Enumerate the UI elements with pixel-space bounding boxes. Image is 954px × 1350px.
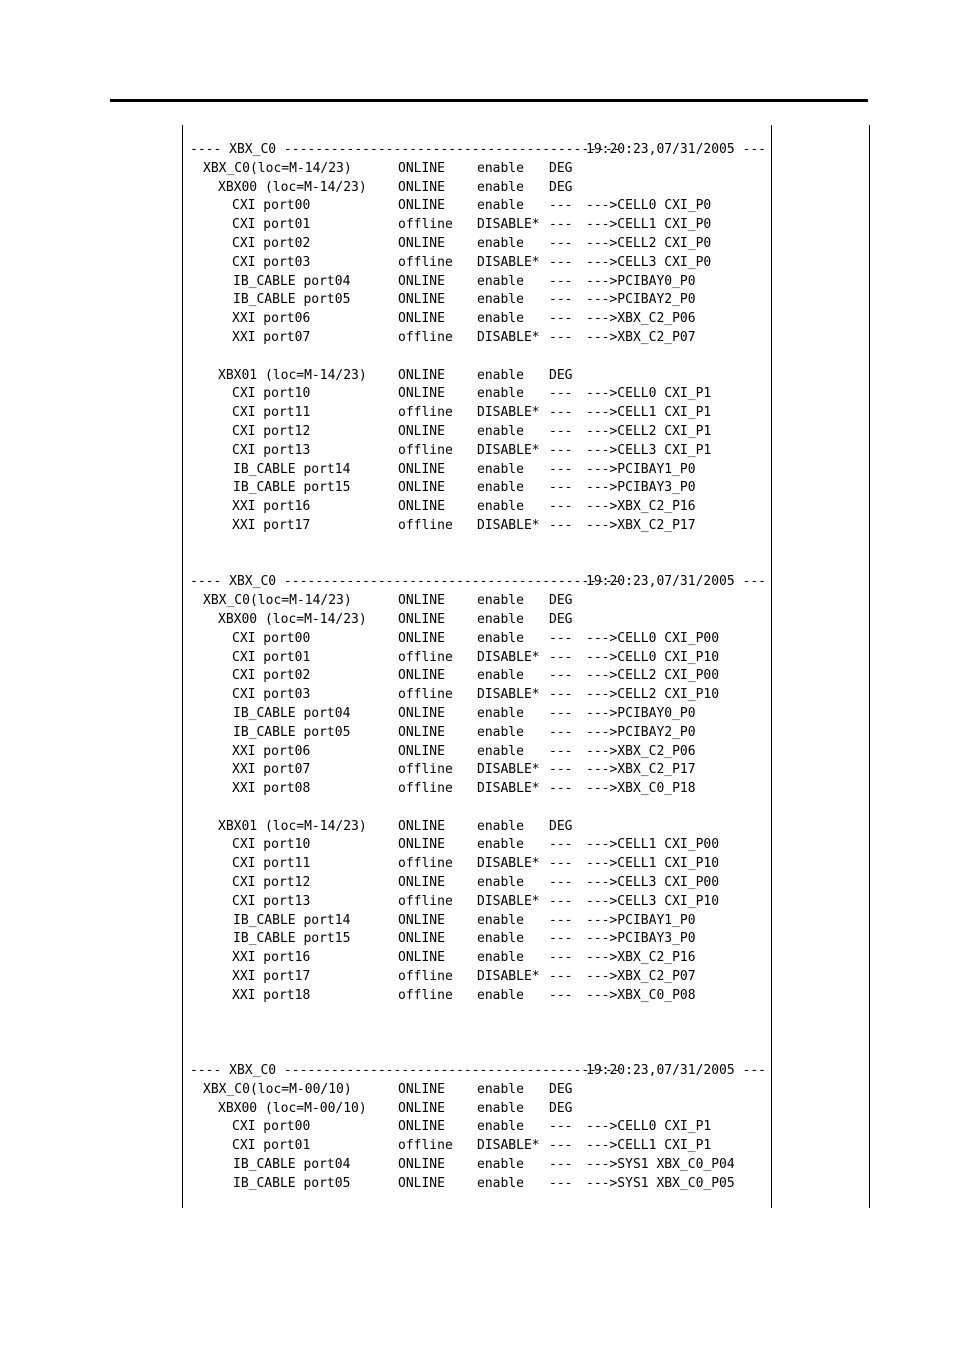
mode-value: DISABLE* [477,856,540,872]
block-header [190,1062,765,1081]
component-name: XBX01 (loc=M-14/23) [218,818,367,834]
connection-target: --->CELL3 CXI_P10 [586,893,720,909]
outer-margin-line [869,125,870,1208]
degrade-flag: --- [549,893,573,909]
component-name: IB_CABLE port05 [233,1175,351,1191]
status-value: ONLINE [398,179,445,195]
status-value: ONLINE [398,461,445,477]
status-value: ONLINE [398,273,445,289]
component-name: CXI port00 [232,198,311,214]
mode-value: DISABLE* [477,649,540,665]
degrade-flag: --- [549,762,573,778]
status-value: ONLINE [398,818,445,834]
status-value: ONLINE [398,1119,445,1135]
status-row [190,461,765,480]
status-row [190,893,765,912]
connection-target: --->CELL3 CXI_P00 [586,875,720,891]
status-row [190,930,765,949]
status-row [190,592,765,611]
status-row [190,291,765,310]
status-row [190,254,765,273]
component-name: IB_CABLE port04 [233,273,351,289]
status-value: offline [398,856,453,872]
mode-value: enable [477,1119,524,1135]
degrade-flag: --- [549,1175,573,1191]
right-frame-line [771,125,772,1208]
connection-target: --->CELL1 CXI_P1 [586,1138,712,1154]
mode-value: enable [477,931,524,947]
mode-value: DISABLE* [477,217,540,233]
mode-value: enable [477,235,524,251]
connection-target: --->CELL0 CXI_P1 [586,1119,712,1135]
status-value: ONLINE [398,931,445,947]
connection-target: --->PCIBAY2_P0 [586,292,696,308]
component-name: XBX_C0(loc=M-14/23) [203,160,352,176]
connection-target: --->PCIBAY1_P0 [586,912,696,928]
status-value: ONLINE [398,611,445,627]
degrade-flag: --- [549,198,573,214]
mode-value: enable [477,912,524,928]
degrade-flag: DEG [549,1100,573,1116]
degrade-flag: --- [549,442,573,458]
connection-target: --->CELL0 CXI_P10 [586,649,720,665]
status-row [190,818,765,837]
status-value: offline [398,254,453,270]
status-row [190,705,765,724]
connection-target: --->PCIBAY1_P0 [586,461,696,477]
mode-value: enable [477,1100,524,1116]
mode-value: enable [477,837,524,853]
status-value: ONLINE [398,1100,445,1116]
mode-value: DISABLE* [477,254,540,270]
status-row [190,329,765,348]
component-name: IB_CABLE port15 [233,480,351,496]
status-block [190,141,765,536]
component-name: CXI port10 [232,837,311,853]
degrade-flag: --- [549,875,573,891]
mode-value: enable [477,311,524,327]
degrade-flag: --- [549,480,573,496]
mode-value: enable [477,367,524,383]
component-name: CXI port03 [232,254,311,270]
mode-value: DISABLE* [477,405,540,421]
component-name: IB_CABLE port05 [233,724,351,740]
status-value: ONLINE [398,499,445,515]
status-block [190,573,765,1005]
degrade-flag: --- [549,311,573,327]
status-row [190,724,765,743]
component-name: IB_CABLE port04 [233,1157,351,1173]
status-value: offline [398,649,453,665]
status-row [190,404,765,423]
mode-value: enable [477,668,524,684]
block-spacer [190,536,765,574]
status-value: ONLINE [398,480,445,496]
header-label: ---- XBX_C0 ------------------------------------------- [190,1063,621,1079]
component-name: XBX_C0(loc=M-00/10) [203,1081,352,1097]
status-value: ONLINE [398,593,445,609]
status-row [190,179,765,198]
status-value: ONLINE [398,386,445,402]
status-row [190,498,765,517]
degrade-flag: --- [549,987,573,1003]
degrade-flag: --- [549,273,573,289]
header-label: ---- XBX_C0 ------------------------------------------- [190,574,621,590]
connection-target: --->XBX_C0_P08 [586,987,696,1003]
block-header [190,141,765,160]
component-name: CXI port01 [232,217,311,233]
status-row [190,1100,765,1119]
connection-target: --->CELL1 CXI_P1 [586,405,712,421]
degrade-flag: --- [549,705,573,721]
connection-target: --->XBX_C2_P16 [586,950,696,966]
connection-target: --->CELL1 CXI_P10 [586,856,720,872]
status-row [190,743,765,762]
component-name: XBX_C0(loc=M-14/23) [203,593,352,609]
component-name: XXI port06 [232,311,311,327]
status-value: ONLINE [398,743,445,759]
status-row [190,310,765,329]
component-name: CXI port00 [232,630,311,646]
status-row [190,855,765,874]
status-row [190,836,765,855]
connection-target: --->XBX_C2_P06 [586,743,696,759]
component-name: XXI port17 [232,517,311,533]
connection-target: --->SYS1 XBX_C0_P05 [586,1175,735,1191]
mode-value: DISABLE* [477,1138,540,1154]
connection-target: --->XBX_C0_P18 [586,781,696,797]
degrade-flag: --- [549,517,573,533]
degrade-flag: --- [549,1138,573,1154]
connection-target: --->CELL3 CXI_P1 [586,442,712,458]
mode-value: DISABLE* [477,781,540,797]
degrade-flag: --- [549,969,573,985]
status-value: ONLINE [398,668,445,684]
degrade-flag: --- [549,724,573,740]
mode-value: enable [477,630,524,646]
degrade-flag: --- [549,950,573,966]
component-name: CXI port13 [232,442,311,458]
degrade-flag: DEG [549,367,573,383]
status-row [190,987,765,1006]
status-value: ONLINE [398,292,445,308]
connection-target: --->PCIBAY0_P0 [586,705,696,721]
degrade-flag: --- [549,668,573,684]
top-rule [110,99,868,102]
status-row [190,367,765,386]
component-name: CXI port01 [232,649,311,665]
header-label: ---- XBX_C0 ------------------------------------------- [190,142,621,157]
component-name: XXI port08 [232,781,311,797]
status-row [190,273,765,292]
component-name: CXI port10 [232,386,311,402]
component-name: XXI port17 [232,969,311,985]
status-block [190,1062,765,1194]
status-value: ONLINE [398,1175,445,1191]
component-name: XBX00 (loc=M-14/23) [218,179,367,195]
header-timestamp: 19:20:23,07/31/2005 --- [586,142,767,157]
status-row [190,216,765,235]
status-row [190,423,765,442]
status-row [190,160,765,179]
connection-target: --->CELL1 CXI_P00 [586,837,720,853]
degrade-flag: --- [549,856,573,872]
component-name: XXI port16 [232,499,311,515]
connection-target: --->XBX_C2_P17 [586,517,696,533]
degrade-flag: DEG [549,160,573,176]
connection-target: --->CELL2 CXI_P00 [586,668,720,684]
component-name: CXI port03 [232,687,311,703]
status-row [190,479,765,498]
connection-target: --->XBX_C2_P06 [586,311,696,327]
status-value: ONLINE [398,1081,445,1097]
status-value: ONLINE [398,235,445,251]
connection-target: --->CELL0 CXI_P0 [586,198,712,214]
degrade-flag: --- [549,931,573,947]
status-value: offline [398,442,453,458]
degrade-flag: --- [549,687,573,703]
console-listing [190,141,765,1194]
component-name: CXI port11 [232,856,311,872]
mode-value: enable [477,705,524,721]
mode-value: enable [477,386,524,402]
status-row [190,761,765,780]
connection-target: --->SYS1 XBX_C0_P04 [586,1157,735,1173]
status-value: ONLINE [398,198,445,214]
status-row [190,630,765,649]
status-row [190,780,765,799]
mode-value: enable [477,724,524,740]
status-row [190,686,765,705]
status-row [190,649,765,668]
mode-value: enable [477,1175,524,1191]
status-row [190,197,765,216]
left-frame-line [182,125,183,1208]
status-row [190,385,765,404]
connection-target: --->XBX_C2_P07 [586,969,696,985]
degrade-flag: --- [549,292,573,308]
mode-value: enable [477,743,524,759]
status-row [190,442,765,461]
mode-value: enable [477,461,524,477]
status-value: offline [398,217,453,233]
status-row [190,235,765,254]
status-value: ONLINE [398,367,445,383]
component-name: IB_CABLE port14 [233,461,351,477]
mode-value: enable [477,593,524,609]
degrade-flag: --- [549,217,573,233]
component-name: XXI port18 [232,987,311,1003]
component-name: XBX00 (loc=M-00/10) [218,1100,367,1116]
mode-value: enable [477,273,524,289]
mode-value: DISABLE* [477,442,540,458]
status-value: ONLINE [398,630,445,646]
status-row [190,912,765,931]
mode-value: DISABLE* [477,969,540,985]
status-value: offline [398,781,453,797]
component-name: IB_CABLE port14 [233,912,351,928]
connection-target: --->PCIBAY3_P0 [586,480,696,496]
component-name: XBX00 (loc=M-14/23) [218,611,367,627]
status-value: offline [398,405,453,421]
status-value: ONLINE [398,875,445,891]
status-row [190,1137,765,1156]
component-name: XBX01 (loc=M-14/23) [218,367,367,383]
degrade-flag: --- [549,386,573,402]
connection-target: --->XBX_C2_P16 [586,499,696,515]
status-value: offline [398,762,453,778]
status-row [190,949,765,968]
status-value: offline [398,329,453,345]
degrade-flag: --- [549,499,573,515]
degrade-flag: --- [549,743,573,759]
degrade-flag: --- [549,781,573,797]
status-value: ONLINE [398,950,445,966]
degrade-flag: DEG [549,818,573,834]
mode-value: enable [477,818,524,834]
status-row [190,1118,765,1137]
component-name: XXI port07 [232,762,311,778]
connection-target: --->PCIBAY0_P0 [586,273,696,289]
component-name: CXI port02 [232,668,311,684]
mode-value: enable [477,1081,524,1097]
header-timestamp: 19:20:23,07/31/2005 --- [586,1063,767,1079]
degrade-flag: --- [549,912,573,928]
connection-target: --->XBX_C2_P07 [586,329,696,345]
connection-target: --->PCIBAY3_P0 [586,931,696,947]
component-name: IB_CABLE port15 [233,931,351,947]
status-value: ONLINE [398,912,445,928]
mode-value: enable [477,423,524,439]
mode-value: enable [477,1157,524,1173]
mode-value: enable [477,611,524,627]
degrade-flag: --- [549,235,573,251]
mode-value: DISABLE* [477,329,540,345]
status-value: offline [398,969,453,985]
status-value: offline [398,893,453,909]
degrade-flag: DEG [549,611,573,627]
status-value: ONLINE [398,724,445,740]
mode-value: DISABLE* [477,762,540,778]
mode-value: enable [477,499,524,515]
block-header [190,573,765,592]
degrade-flag: --- [549,837,573,853]
status-value: ONLINE [398,705,445,721]
status-value: ONLINE [398,837,445,853]
degrade-flag: --- [549,630,573,646]
degrade-flag: --- [549,1119,573,1135]
connection-target: --->XBX_C2_P17 [586,762,696,778]
component-name: CXI port11 [232,405,311,421]
connection-target: --->CELL2 CXI_P10 [586,687,720,703]
mode-value: enable [477,292,524,308]
status-row [190,968,765,987]
component-name: CXI port01 [232,1138,311,1154]
mode-value: enable [477,179,524,195]
status-row [190,517,765,536]
connection-target: --->CELL3 CXI_P0 [586,254,712,270]
connection-target: --->CELL1 CXI_P0 [586,217,712,233]
degrade-flag: DEG [549,179,573,195]
status-row [190,1081,765,1100]
status-row [190,1175,765,1194]
block-spacer [190,1006,765,1062]
status-row [190,874,765,893]
degrade-flag: DEG [549,1081,573,1097]
status-value: offline [398,517,453,533]
degrade-flag: --- [549,254,573,270]
component-name: IB_CABLE port04 [233,705,351,721]
component-name: CXI port12 [232,423,311,439]
status-value: ONLINE [398,160,445,176]
mode-value: enable [477,950,524,966]
row-spacer [190,348,765,367]
status-value: offline [398,687,453,703]
status-value: ONLINE [398,311,445,327]
mode-value: DISABLE* [477,517,540,533]
status-value: offline [398,987,453,1003]
status-value: offline [398,1138,453,1154]
component-name: XXI port16 [232,950,311,966]
component-name: CXI port13 [232,893,311,909]
status-row [190,1156,765,1175]
mode-value: enable [477,480,524,496]
degrade-flag: DEG [549,593,573,609]
mode-value: enable [477,160,524,176]
degrade-flag: --- [549,1157,573,1173]
component-name: CXI port12 [232,875,311,891]
status-value: ONLINE [398,423,445,439]
status-row [190,667,765,686]
mode-value: enable [477,198,524,214]
mode-value: DISABLE* [477,687,540,703]
component-name: XXI port06 [232,743,311,759]
header-timestamp: 19:20:23,07/31/2005 --- [586,574,767,590]
degrade-flag: --- [549,405,573,421]
connection-target: --->CELL2 CXI_P1 [586,423,712,439]
connection-target: --->CELL0 CXI_P1 [586,386,712,402]
degrade-flag: --- [549,423,573,439]
connection-target: --->PCIBAY2_P0 [586,724,696,740]
status-row [190,611,765,630]
component-name: CXI port00 [232,1119,311,1135]
mode-value: enable [477,875,524,891]
component-name: XXI port07 [232,329,311,345]
connection-target: --->CELL0 CXI_P00 [586,630,720,646]
degrade-flag: --- [549,649,573,665]
component-name: IB_CABLE port05 [233,292,351,308]
mode-value: DISABLE* [477,893,540,909]
status-value: ONLINE [398,1157,445,1173]
row-spacer [190,799,765,818]
component-name: CXI port02 [232,235,311,251]
mode-value: enable [477,987,524,1003]
degrade-flag: --- [549,329,573,345]
degrade-flag: --- [549,461,573,477]
connection-target: --->CELL2 CXI_P0 [586,235,712,251]
